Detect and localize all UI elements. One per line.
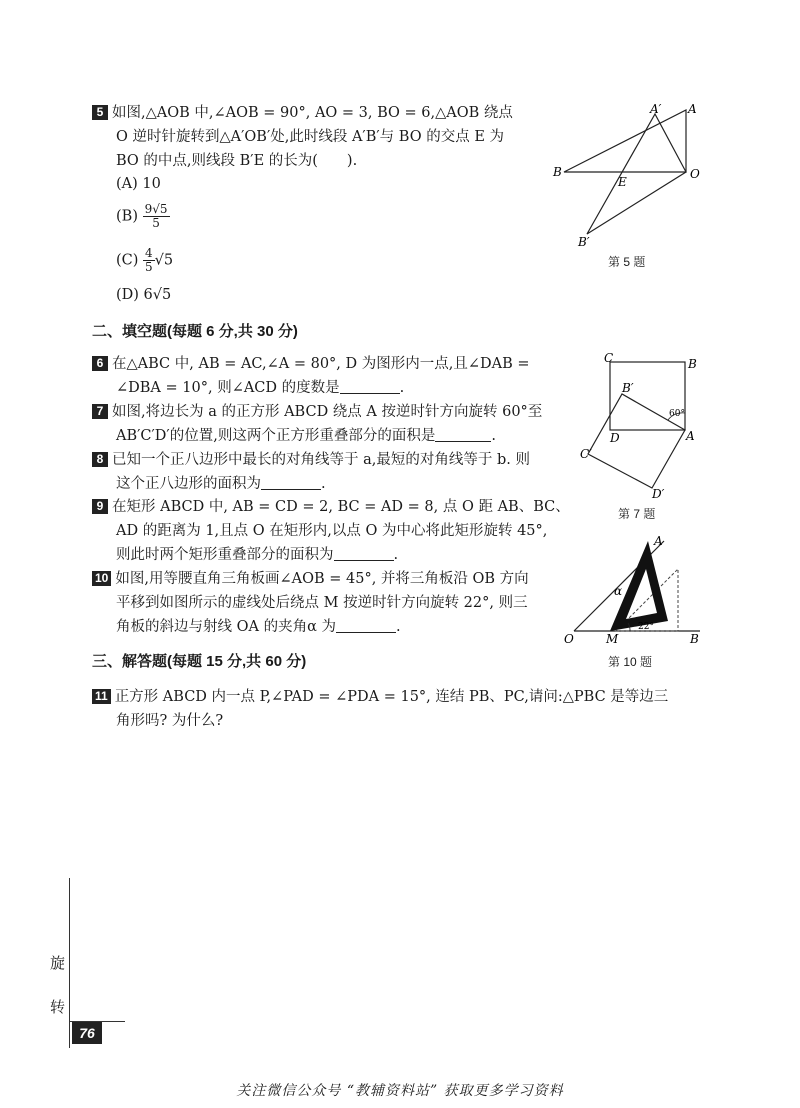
q7-number: 7 bbox=[92, 404, 108, 419]
q10-text3: 角板的斜边与射线 OA 的夹角α 为 bbox=[116, 619, 336, 635]
q8-answer-blank[interactable] bbox=[261, 475, 321, 490]
fig7-label-d: D bbox=[610, 431, 620, 445]
q10-line1 bbox=[92, 569, 529, 589]
q9-number: 9 bbox=[92, 499, 108, 514]
fig5-caption: 第 5 题 bbox=[608, 255, 646, 269]
fig5-triangle-aob bbox=[564, 110, 686, 172]
q5-option-b-fraction bbox=[143, 203, 170, 230]
fig5-label-b1: B′ bbox=[578, 235, 590, 249]
q7-text2-end: . bbox=[491, 428, 496, 444]
q9-text1: 在矩形 ABCD 中, AB = CD = 2, BC = AD = 8, 点 O 距 AB、BC、 bbox=[112, 499, 570, 515]
fig10-label-a: A bbox=[654, 535, 663, 548]
q8-line2 bbox=[116, 474, 326, 494]
q10-line3 bbox=[116, 617, 401, 637]
q10-answer-blank[interactable] bbox=[336, 618, 396, 633]
q5-option-c-fraction bbox=[143, 247, 155, 274]
side-label-char2: 转 bbox=[50, 998, 66, 1016]
fig10-label-m: M bbox=[606, 632, 619, 646]
q5-line2: O 逆时针旋转到△A′OB′处,此时线段 A′B′与 BO 的交点 E 为 bbox=[116, 129, 505, 145]
q9-text3: 则此时两个矩形重叠部分的面积为 bbox=[116, 547, 334, 563]
q8-text2-end: . bbox=[321, 476, 326, 492]
q10-line2: 平移到如图所示的虚线处后绕点 M 按逆时针方向旋转 22°, 则三 bbox=[116, 595, 528, 611]
q5-option-c bbox=[116, 247, 173, 274]
q7-line1 bbox=[92, 402, 542, 422]
q7-line2 bbox=[116, 426, 496, 446]
q6-text2: ∠DBA = 10°, 则∠ACD 的度数是 bbox=[116, 380, 340, 396]
fig7-label-b: B bbox=[688, 357, 697, 371]
q8-number: 8 bbox=[92, 452, 108, 467]
q6-answer-blank[interactable] bbox=[340, 379, 400, 394]
q11-line2: 角形吗? 为什么? bbox=[116, 713, 224, 729]
q11-line1 bbox=[92, 687, 668, 707]
fig7-label-angle: 60° bbox=[669, 409, 685, 419]
fig5-label-a: A bbox=[688, 102, 697, 116]
fig7-label-a: A bbox=[686, 429, 695, 443]
q5-option-c-denominator: 5 bbox=[145, 260, 153, 274]
fig5-label-b: B bbox=[553, 165, 562, 179]
q5-option-c-tail: √5 bbox=[154, 252, 174, 269]
q6-text2-end: . bbox=[399, 380, 405, 396]
q6-text1: 在△ABC 中, AB = AC,∠A = 80°, D 为图形内一点,且∠DAB = bbox=[112, 356, 530, 372]
q11-text1: 正方形 ABCD 内一点 P,∠PAD = ∠PDA = 15°, 连结 PB、PC,请问:△PBC 是等边三 bbox=[114, 689, 669, 705]
fig10-label-alpha: α bbox=[614, 584, 623, 598]
fig5-label-e: E bbox=[618, 175, 627, 189]
q5-option-d: (D) 6√5 bbox=[116, 287, 172, 303]
q10-text1: 如图,用等腰直角三角板画∠AOB = 45°, 并将三角板沿 OB 方向 bbox=[115, 571, 529, 587]
q6-line2 bbox=[116, 378, 404, 398]
q9-line3 bbox=[116, 545, 398, 565]
q5-option-b bbox=[116, 203, 170, 230]
section-3-title: 三、解答题(每题 15 分,共 60 分) bbox=[92, 653, 307, 670]
fig10-label-b: B bbox=[690, 632, 699, 646]
section-2-title: 二、填空题(每题 6 分,共 30 分) bbox=[92, 323, 298, 340]
side-label-char1: 旋 bbox=[50, 954, 66, 972]
fig5-triangle-a1ob1 bbox=[587, 114, 686, 234]
figure-7 bbox=[580, 350, 710, 500]
fig5-label-a1: A′ bbox=[650, 102, 662, 116]
q6-number: 6 bbox=[92, 356, 108, 371]
q8-text1: 已知一个正八边形中最长的对角线等于 a,最短的对角线等于 b. 则 bbox=[112, 452, 530, 468]
q5-number: 5 bbox=[92, 105, 108, 120]
fig10-caption: 第 10 题 bbox=[608, 655, 653, 669]
q9-text3-end: . bbox=[393, 547, 399, 563]
fig7-label-c: C bbox=[604, 351, 614, 365]
q5-option-c-label: (C) bbox=[116, 252, 139, 269]
q5-text1: 如图,△AOB 中,∠AOB = 90°, AO = 3, BO = 6,△AOB 绕点 bbox=[112, 105, 513, 121]
q8-text2: 这个正八边形的面积为 bbox=[116, 476, 261, 492]
q8-line1 bbox=[92, 450, 530, 470]
q7-text2: AB′C′D′的位置,则这两个正方形重叠部分的面积是 bbox=[116, 428, 436, 444]
q9-line2: AD 的距离为 1,且点 O 在矩形内,以点 O 为中心将此矩形旋转 45°, bbox=[116, 523, 548, 539]
q5-option-b-numerator: 9√5 bbox=[144, 202, 168, 216]
footer-note: 关注微信公众号 “教辅资料站” 获取更多学习资料 bbox=[236, 1083, 564, 1099]
fig7-label-b1: B′ bbox=[622, 381, 634, 395]
fig5-label-o: O bbox=[690, 167, 700, 181]
q11-number: 11 bbox=[92, 689, 111, 704]
figure-5 bbox=[550, 100, 710, 250]
fig7-label-c1: C′ bbox=[580, 447, 592, 461]
fig10-label-o: O bbox=[564, 632, 574, 646]
q5-option-b-denominator: 5 bbox=[152, 216, 160, 230]
fig10-label-angle: 22° bbox=[638, 622, 654, 632]
q7-answer-blank[interactable] bbox=[435, 427, 491, 442]
fig7-caption: 第 7 题 bbox=[618, 507, 656, 521]
margin-vertical-rule bbox=[69, 878, 70, 1048]
q10-number: 10 bbox=[92, 571, 111, 586]
q5-line3: BO 的中点,则线段 B′E 的长为( ). bbox=[116, 153, 358, 169]
q5-option-b-label: (B) bbox=[116, 208, 138, 225]
fig7-label-d1: D′ bbox=[652, 487, 665, 500]
q10-text3-end: . bbox=[395, 619, 401, 635]
q5-option-c-numerator: 4 bbox=[145, 246, 153, 260]
q9-answer-blank[interactable] bbox=[334, 546, 394, 561]
q6-line1 bbox=[92, 354, 530, 374]
q9-line1 bbox=[92, 497, 570, 517]
q7-text1: 如图,将边长为 a 的正方形 ABCD 绕点 A 按逆时针方向旋转 60°至 bbox=[112, 404, 543, 420]
q5-line1 bbox=[92, 103, 513, 123]
figure-10 bbox=[560, 535, 710, 647]
q5-option-a: (A) 10 bbox=[116, 176, 161, 192]
page-number: 76 bbox=[72, 1022, 102, 1044]
